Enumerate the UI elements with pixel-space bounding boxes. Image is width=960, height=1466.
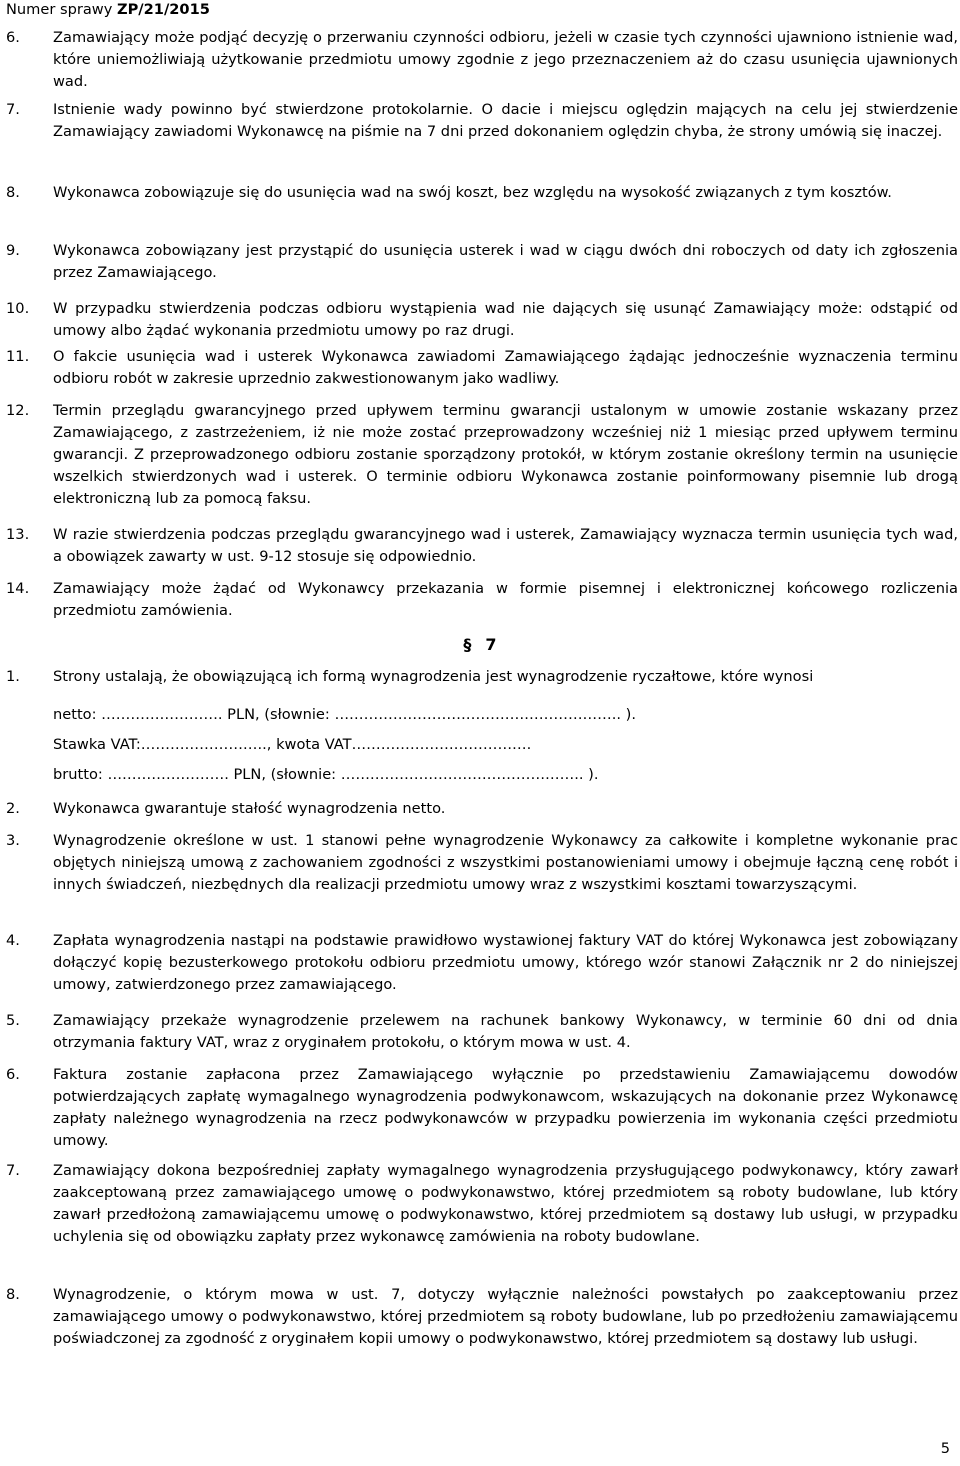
clause-number: 6. xyxy=(6,29,20,46)
remuneration-clause-item xyxy=(0,1160,960,1248)
clause-text: Zapłata wynagrodzenia nastąpi na podstawie prawidłowo wystawionej faktury VAT do której Wykonawca jest zobowiązany dołączyć kopię bezusterkowego protokołu odbioru przedmiotu umowy, którego wzór stanowi Załącznik nr 2 do niniejszej umowy, zatwierdzonego przez zamawiającego. xyxy=(53,932,958,993)
clause-number: 4. xyxy=(6,932,20,949)
clause-number: 13. xyxy=(6,526,30,543)
clause-item xyxy=(0,240,960,284)
vat-amount-blank: Stawka VAT:…………………….., kwota VAT………………………………. xyxy=(53,736,532,753)
clause-number: 5. xyxy=(6,1012,20,1029)
clause-list-previous-section xyxy=(0,27,960,93)
clause-number: 8. xyxy=(6,1286,20,1303)
clause-number: 14. xyxy=(6,580,30,597)
clause-text: W przypadku stwierdzenia podczas odbioru wystąpienia wad nie dających się usunąć Zamawiający może: odstąpić od umowy albo żądać wykonania przedmiotu umowy po raz drugi. xyxy=(53,300,958,339)
clause-block xyxy=(0,346,960,390)
clause-text: O fakcie usunięcia wad i usterek Wykonawca zawiadomi Zamawiającego żądając jednocześnie wyznaczenia terminu odbioru robót w zakresie uprzednio zakwestionowanym jako wadliwy. xyxy=(53,348,958,387)
clause-item xyxy=(0,578,960,622)
clause-number: 1. xyxy=(6,668,20,685)
remuneration-clause-item xyxy=(0,666,960,688)
remuneration-clause-item xyxy=(0,1010,960,1054)
paragraph-sign: § xyxy=(463,635,472,654)
case-number-prefix: Numer sprawy xyxy=(6,1,118,18)
clause-block xyxy=(0,1064,960,1152)
clause-block xyxy=(0,400,960,510)
clause-block xyxy=(0,1284,960,1350)
remuneration-clause-item xyxy=(0,830,960,896)
remuneration-clause-item xyxy=(0,1284,960,1350)
clause-text: Wykonawca zobowiązuje się do usunięcia wad na swój koszt, bez względu na wysokość związanych z tym kosztów. xyxy=(53,184,892,201)
clause-text: Wykonawca gwarantuje stałość wynagrodzenia netto. xyxy=(53,800,446,817)
clause-block xyxy=(0,1160,960,1248)
clause-text: Termin przeglądu gwarancyjnego przed upływem terminu gwarancji ustalonym w umowie zostanie wskazany przez Zamawiającego, z zastrzeżeniem, iż nie może zostać przeprowadzony wcześniej niż 1 miesiąc przed upływem terminu gwarancji. Z przeprowadzonego odbioru zostanie sporządzony protokół, w którym zostanie określony termin na usunięcie wszelkich stwierdzonych wad i usterek. O terminie odbioru Wykonawca zostanie poinformowany pisemnie lub drogą elektroniczną lub za pomocą faksu. xyxy=(53,402,958,507)
document-header xyxy=(6,0,210,20)
gross-amount-blank: brutto: ……………………. PLN, (słownie: ………………………………………….. ). xyxy=(53,766,599,783)
clause-number: 2. xyxy=(6,800,20,817)
clause-block xyxy=(0,182,960,204)
clause-text: Faktura zostanie zapłacona przez Zamawiającego wyłącznie po przedstawieniu Zamawiającemu dowodów potwierdzających zapłatę wymagalnego wynagrodzenia podwykonawcom, wskazujących na dokonanie przez Wykonawcę zapłaty należnego wynagrodzenia na rzecz podwykonawców w przypadku powierzenia im wykonania części przedmiotu umowy. xyxy=(53,1066,958,1149)
clause-block xyxy=(0,99,960,143)
clause-text: Wynagrodzenie określone w ust. 1 stanowi pełne wynagrodzenie Wykonawcy za całkowite i kompletne wykonanie prac objętych niniejszą umową z zachowaniem zgodności z wszystkimi postanowieniami umowy i obejmuje łączną cenę robót i innych świadczeń, niezbędnych dla realizacji przedmiotu umowy wraz z wszystkimi kosztami towarzyszącymi. xyxy=(53,832,958,893)
net-amount-blank: netto: ……………………. PLN, (słownie: ………………………………………………….. ). xyxy=(53,706,636,723)
page-number: 5 xyxy=(940,1440,950,1457)
clause-number: 11. xyxy=(6,348,30,365)
clause-text: Istnienie wady powinno być stwierdzone protokolarnie. O dacie i miejscu oględzin mających na celu jej stwierdzenie Zamawiający zawiadomi Wykonawcę na piśmie na 7 dni przed dokonaniem oględzin chyba, że strony umówią się inaczej. xyxy=(53,101,958,140)
clause-text: Zamawiający może żądać od Wykonawcy przekazania w formie pisemnej i elektronicznej końcowego rozliczenia przedmiotu zamówienia. xyxy=(53,580,958,619)
clause-item xyxy=(0,346,960,390)
clause-number: 8. xyxy=(6,184,20,201)
clause-item xyxy=(0,400,960,510)
clause-number: 9. xyxy=(6,242,20,259)
clause-block xyxy=(0,830,960,896)
clause-block xyxy=(0,666,960,688)
remuneration-clause-item xyxy=(0,930,960,996)
clause-number: 12. xyxy=(6,402,30,419)
section-number: 7 xyxy=(485,635,497,654)
remuneration-clause-item xyxy=(0,1064,960,1152)
clause-text: Wynagrodzenie, o którym mowa w ust. 7, dotyczy wyłącznie należności powstałych po zaakceptowaniu przez zamawiającego umowy o podwykonawstwo, której przedmiotem są roboty budowlane, lub po przedłożeniu zamawiającemu poświadczonej za zgodność z oryginałem kopii umowy o podwykonawstwo, której przedmiotem są dostawy lub usługi. xyxy=(53,1286,958,1347)
clause-block xyxy=(0,930,960,996)
clause-number: 10. xyxy=(6,300,30,317)
clause-block xyxy=(0,240,960,284)
clause-block xyxy=(0,298,960,342)
clause-number: 7. xyxy=(6,1162,20,1179)
clause-text: Zamawiający przekaże wynagrodzenie przelewem na rachunek bankowy Wykonawcy, w terminie 60 dni od dnia otrzymania faktury VAT, wraz z oryginałem protokołu, o którym mowa w ust. 4. xyxy=(53,1012,958,1051)
clause-block xyxy=(0,524,960,568)
remuneration-clause-item xyxy=(0,798,960,820)
clause-text: Wykonawca zobowiązany jest przystąpić do usunięcia usterek i wad w ciągu dwóch dni roboczych od daty ich zgłoszenia przez Zamawiającego. xyxy=(53,242,958,281)
clause-number: 6. xyxy=(6,1066,20,1083)
clause-text: Strony ustalają, że obowiązującą ich formą wynagrodzenia jest wynagrodzenie ryczałtowe, które wynosi xyxy=(53,668,814,685)
clause-text: Zamawiający dokona bezpośredniej zapłaty wymagalnego wynagrodzenia przysługującego podwykonawcy, który zawarł zaakceptowaną przez zamawiającego umowę o podwykonawstwo, której przedmiotem są roboty budowlane, lub który zawarł przedłożoną zamawiającemu umowę o podwykonawstwo, której przedmiotem są dostawy lub usługi, w przypadku uchylenia się od obowiązku zapłaty przez wykonawcę zamówienia na roboty budowlane. xyxy=(53,1162,958,1245)
clause-item xyxy=(0,99,960,143)
clause-item xyxy=(0,27,960,93)
clause-text: W razie stwierdzenia podczas przeglądu gwarancyjnego wad i usterek, Zamawiający wyznacza termin usunięcia tych wad, a obowiązek zawarty w ust. 9-12 stosuje się odpowiednio. xyxy=(53,526,958,565)
clause-block xyxy=(0,798,960,820)
case-number: ZP/21/2015 xyxy=(117,1,210,18)
clause-item xyxy=(0,182,960,204)
clause-number: 3. xyxy=(6,832,20,849)
clause-block xyxy=(0,578,960,622)
clause-block xyxy=(0,1010,960,1054)
clause-number: 7. xyxy=(6,101,20,118)
clause-text: Zamawiający może podjąć decyzję o przerwaniu czynności odbioru, jeżeli w czasie tych czynności ujawniono istnienie wad, które uniemożliwiają użytkowanie przedmiotu umowy zgodnie z jego przeznaczeniem aż do czasu usunięcia ujawnionych wad. xyxy=(53,29,958,90)
clause-item xyxy=(0,298,960,342)
section-heading xyxy=(0,634,960,656)
clause-item xyxy=(0,524,960,568)
